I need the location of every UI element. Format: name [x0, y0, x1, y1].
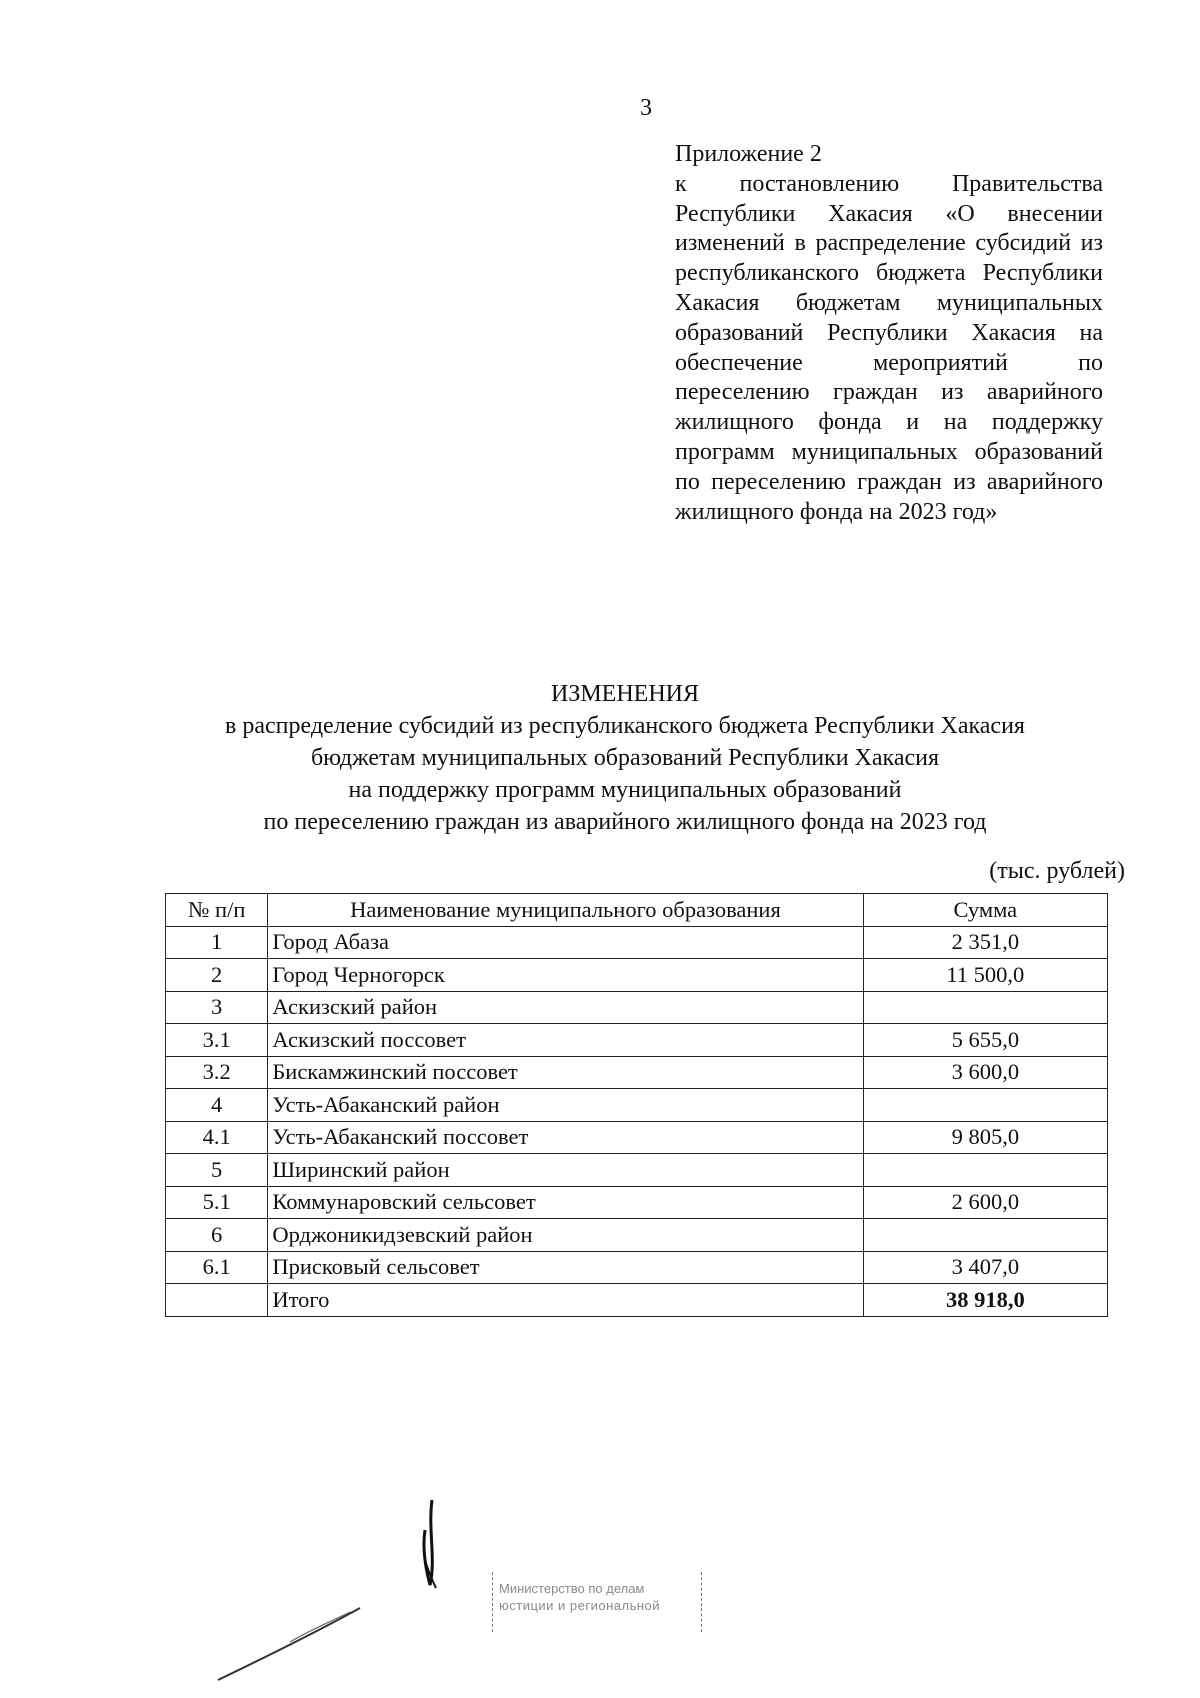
row-num: 4.1 — [166, 1121, 268, 1154]
table-row — [166, 959, 1108, 992]
stamp — [492, 1572, 702, 1632]
row-name: Орджоникидзевский район — [268, 1219, 863, 1252]
row-num — [166, 1284, 268, 1317]
row-name: Город Черногорск — [268, 959, 863, 992]
header-num: № п/п — [166, 894, 268, 927]
heading-line-4: по переселению граждан из аварийного жилищного фонда на 2023 год — [263, 809, 987, 835]
row-num: 6 — [166, 1219, 268, 1252]
table-row — [166, 1089, 1108, 1122]
table-total-row — [166, 1284, 1108, 1317]
heading-line-2: бюджетам муниципальных образований Республики Хакасия — [310, 745, 940, 771]
heading-line-3: на поддержку программ муниципальных образований — [348, 777, 902, 803]
table-row — [166, 1219, 1108, 1252]
row-num: 2 — [166, 959, 268, 992]
row-sum — [863, 991, 1107, 1024]
row-num: 3 — [166, 991, 268, 1024]
annex-block — [675, 140, 1103, 527]
row-sum: 3 600,0 — [863, 1056, 1107, 1089]
row-sum: 9 805,0 — [863, 1121, 1107, 1154]
row-name: Усть-Абаканский поссовет — [268, 1121, 863, 1154]
row-sum — [863, 1154, 1107, 1187]
row-sum: 3 407,0 — [863, 1251, 1107, 1284]
row-num: 4 — [166, 1089, 268, 1122]
stamp-line-1: Министерство по делам — [499, 1581, 645, 1596]
header-name: Наименование муниципального образования — [268, 894, 863, 927]
row-name: Присковый сельсовет — [268, 1251, 863, 1284]
table-row — [166, 1121, 1108, 1154]
row-sum — [863, 1089, 1107, 1122]
row-num: 1 — [166, 926, 268, 959]
header-sum: Сумма — [863, 894, 1107, 927]
row-num: 3.2 — [166, 1056, 268, 1089]
row-num: 5 — [166, 1154, 268, 1187]
units-label: (тыс. рублей) — [989, 858, 1125, 884]
row-name: Город Абаза — [268, 926, 863, 959]
row-name: Коммунаровский сельсовет — [268, 1186, 863, 1219]
heading-line-1: в распределение субсидий из республиканского бюджета Республики Хакасия — [225, 713, 1025, 739]
row-sum: 2 600,0 — [863, 1186, 1107, 1219]
row-num: 3.1 — [166, 1024, 268, 1057]
row-name: Ширинский район — [268, 1154, 863, 1187]
table-row — [166, 1251, 1108, 1284]
row-sum — [863, 1219, 1107, 1252]
row-sum: 5 655,0 — [863, 1024, 1107, 1057]
table-row — [166, 926, 1108, 959]
table-row — [166, 1056, 1108, 1089]
document-heading — [160, 678, 1090, 838]
heading-title: ИЗМЕНЕНИЯ — [550, 681, 700, 707]
row-name: Усть-Абаканский район — [268, 1089, 863, 1122]
row-sum: 11 500,0 — [863, 959, 1107, 992]
row-name: Аскизский поссовет — [268, 1024, 863, 1057]
row-sum: 38 918,0 — [863, 1284, 1107, 1317]
annex-body: к постановлению Правительства Республики Хакасия «О внесении изменений в распределение субсидий из республиканского бюджета Республики Хакасия бюджетам муниципальных образований Республики Хакасия на обеспечение мероприятий по переселению граждан из аварийного жилищного фонда и на поддержку программ муниципальных образований по переселению граждан из аварийного жилищного фонда на 2023 год» — [675, 170, 1103, 525]
table-row — [166, 991, 1108, 1024]
table-header-row — [166, 894, 1108, 927]
row-num: 6.1 — [166, 1251, 268, 1284]
subsidy-table — [165, 893, 1108, 1317]
row-name: Бискамжинский поссовет — [268, 1056, 863, 1089]
row-name: Итого — [268, 1284, 863, 1317]
row-num: 5.1 — [166, 1186, 268, 1219]
table-row — [166, 1024, 1108, 1057]
table-row — [166, 1186, 1108, 1219]
row-sum: 2 351,0 — [863, 926, 1107, 959]
table-row — [166, 1154, 1108, 1187]
annex-title: Приложение 2 — [675, 141, 822, 167]
page-number: 3 — [640, 95, 652, 121]
row-name: Аскизский район — [268, 991, 863, 1024]
signature-icon — [200, 1490, 440, 1690]
stamp-line-2: юстиции и региональной — [499, 1598, 661, 1613]
